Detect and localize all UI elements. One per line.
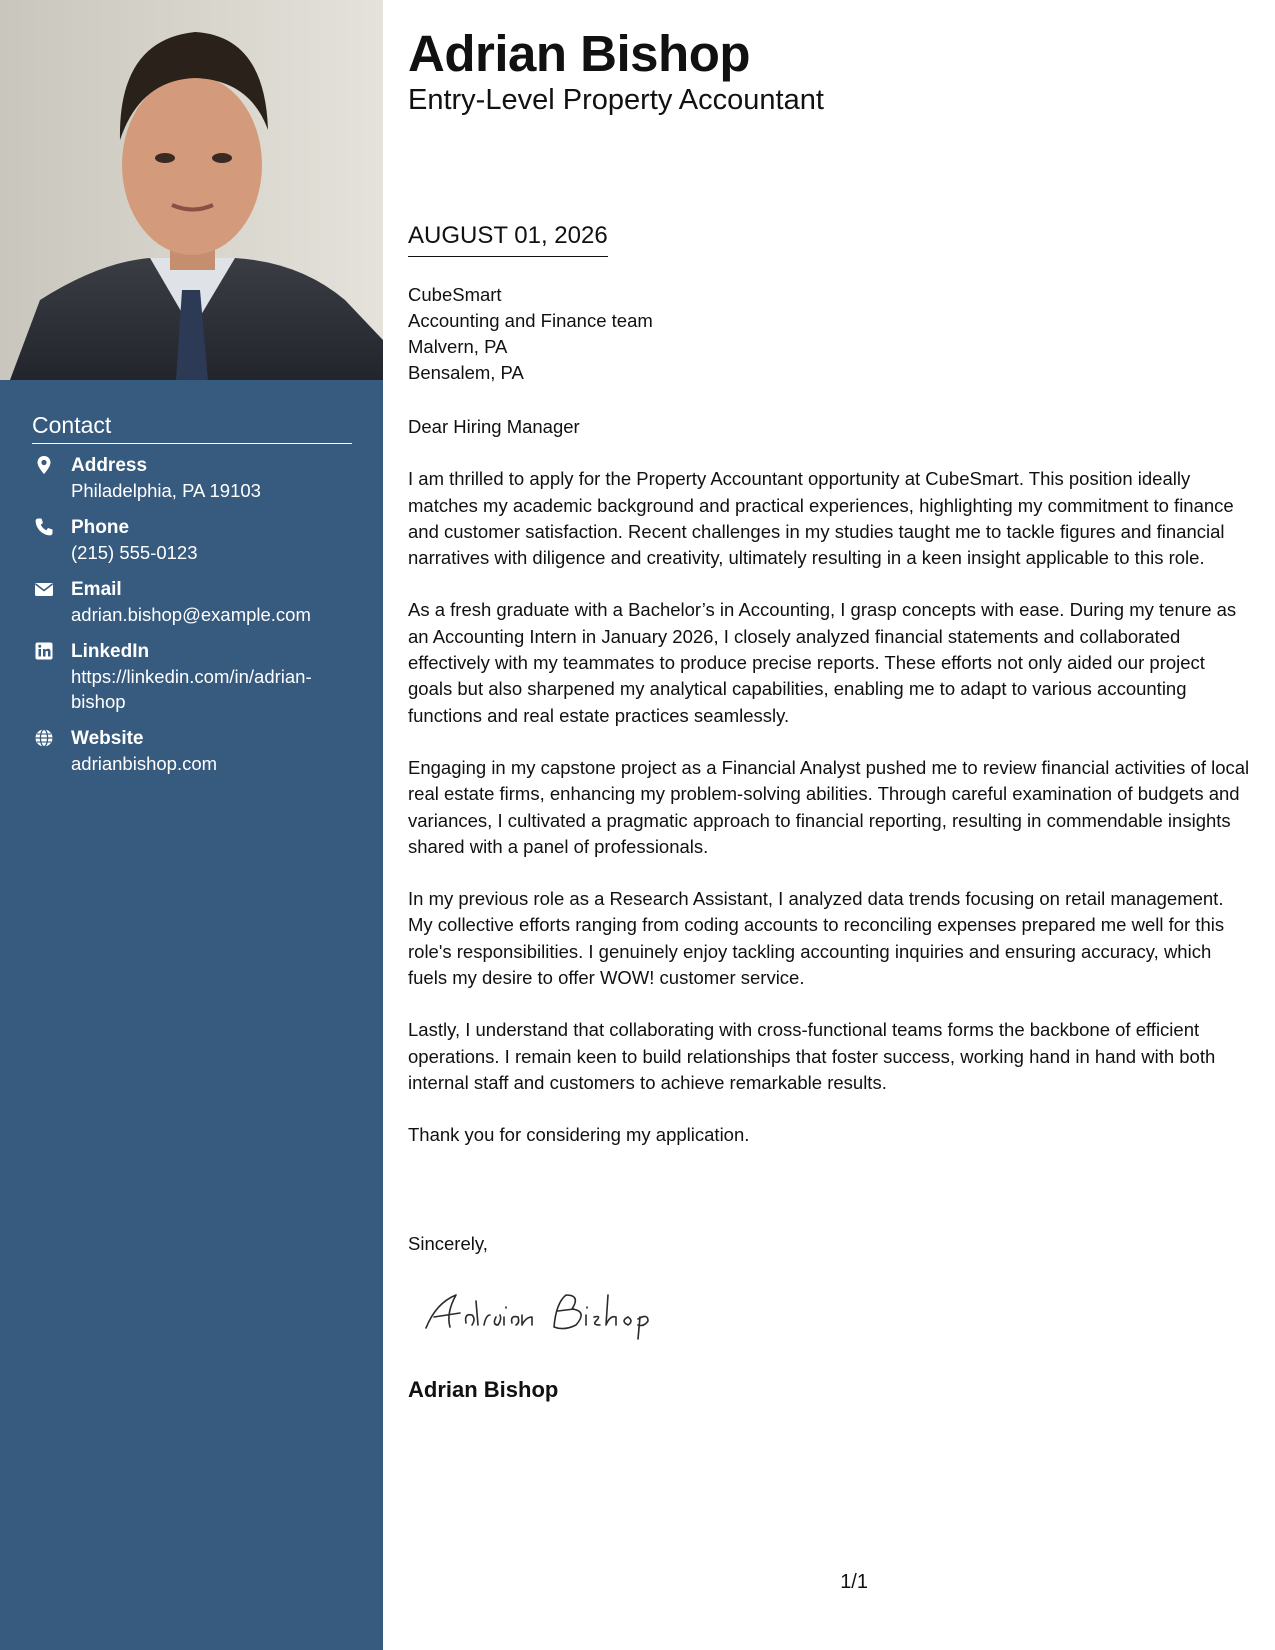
contact-item-email: [32, 578, 352, 627]
contact-item-website: [32, 727, 352, 776]
body-paragraph: Lastly, I understand that collaborating with cross-functional teams forms the backbone of efficient operations. I remain keen to build relationships that foster success, working hand in hand with both internal staff and customers to achieve remarkable results.: [408, 1019, 1216, 1093]
handwritten-signature: [416, 1283, 676, 1343]
website-value[interactable]: adrianbishop.com: [71, 753, 218, 774]
contact-label: LinkedIn: [71, 641, 150, 662]
linkedin-icon: [34, 641, 54, 661]
phone-value[interactable]: (215) 555-0123: [71, 542, 198, 563]
linkedin-value[interactable]: https://linkedin.com/in/adrian-bishop: [71, 666, 312, 712]
closing-note: Thank you for considering my application.: [408, 1124, 750, 1146]
body-paragraph: As a fresh graduate with a Bachelor’s in Accounting, I grasp concepts with ease. During my tenure as an Accounting Intern in January 2026, I closely analyzed financial statements and collaborated effectively with my teammates to produce precise reports. These efforts not only aided our project goals but also sharpened my analytical capabilities, enabling me to adapt to various accounting functions and real estate practices seamlessly.: [408, 599, 1237, 726]
contact-label: Website: [71, 728, 144, 749]
body-paragraph: In my previous role as a Research Assistant, I analyzed data trends focusing on retail management. My collective efforts ranging from coding accounts to reconciling expenses prepared me well for this role's responsibilities. I genuinely enjoy tackling accounting inquiries and ensuring accuracy, which fuels my desire to offer WOW! customer service.: [408, 888, 1225, 989]
envelope-icon: [34, 579, 54, 599]
email-value[interactable]: adrian.bishop@example.com: [71, 604, 311, 625]
address-value: Philadelphia, PA 19103: [71, 480, 261, 501]
greeting: Dear Hiring Manager: [408, 416, 580, 437]
sidebar: [0, 0, 383, 1650]
recipient-line: Accounting and Finance team: [408, 310, 653, 331]
recipient-line: Malvern, PA: [408, 336, 508, 357]
valediction: Sincerely,: [408, 1233, 488, 1254]
contact-item-phone: [32, 516, 352, 565]
signer-name: Adrian Bishop: [408, 1377, 559, 1402]
job-title: Entry-Level Property Accountant: [408, 84, 824, 116]
page-number: 1/1: [840, 1571, 868, 1593]
recipient-block: [408, 282, 653, 386]
globe-icon: [34, 728, 54, 748]
recipient-line: Bensalem, PA: [408, 362, 524, 383]
recipient-line: CubeSmart: [408, 284, 502, 305]
body-paragraph: Engaging in my capstone project as a Financial Analyst pushed me to review financial activities of local real estate firms, enhancing my problem-solving abilities. Through careful examination of budgets and variances, I cultivated a pragmatic approach to financial reporting, resulting in commendable insights shared with a panel of professionals.: [408, 756, 1250, 857]
phone-icon: [34, 517, 54, 537]
contact-section: [32, 412, 352, 789]
body-paragraph: I am thrilled to apply for the Property Accountant opportunity at CubeSmart. This position ideally matches my academic background and practical experiences, highlighting my commitment to finance and customer satisfaction. Recent challenges in my studies taught me to tackle figures and financial narratives with diligence and creativity, ultimately resulting in a keen insight applicable to this role.: [408, 468, 1234, 569]
contact-label: Email: [71, 579, 122, 600]
applicant-name: Adrian Bishop: [408, 25, 751, 82]
letter-date: AUGUST 01, 2026: [408, 222, 608, 257]
contact-list: [32, 454, 352, 776]
contact-item-address: [32, 454, 352, 503]
contact-label: Address: [71, 455, 148, 476]
portrait-photo: [0, 0, 383, 380]
contact-label: Phone: [71, 517, 130, 538]
map-pin-icon: [34, 455, 54, 475]
contact-heading: Contact: [32, 412, 352, 444]
letter-content: [408, 414, 1250, 1149]
contact-item-linkedin: [32, 640, 352, 714]
